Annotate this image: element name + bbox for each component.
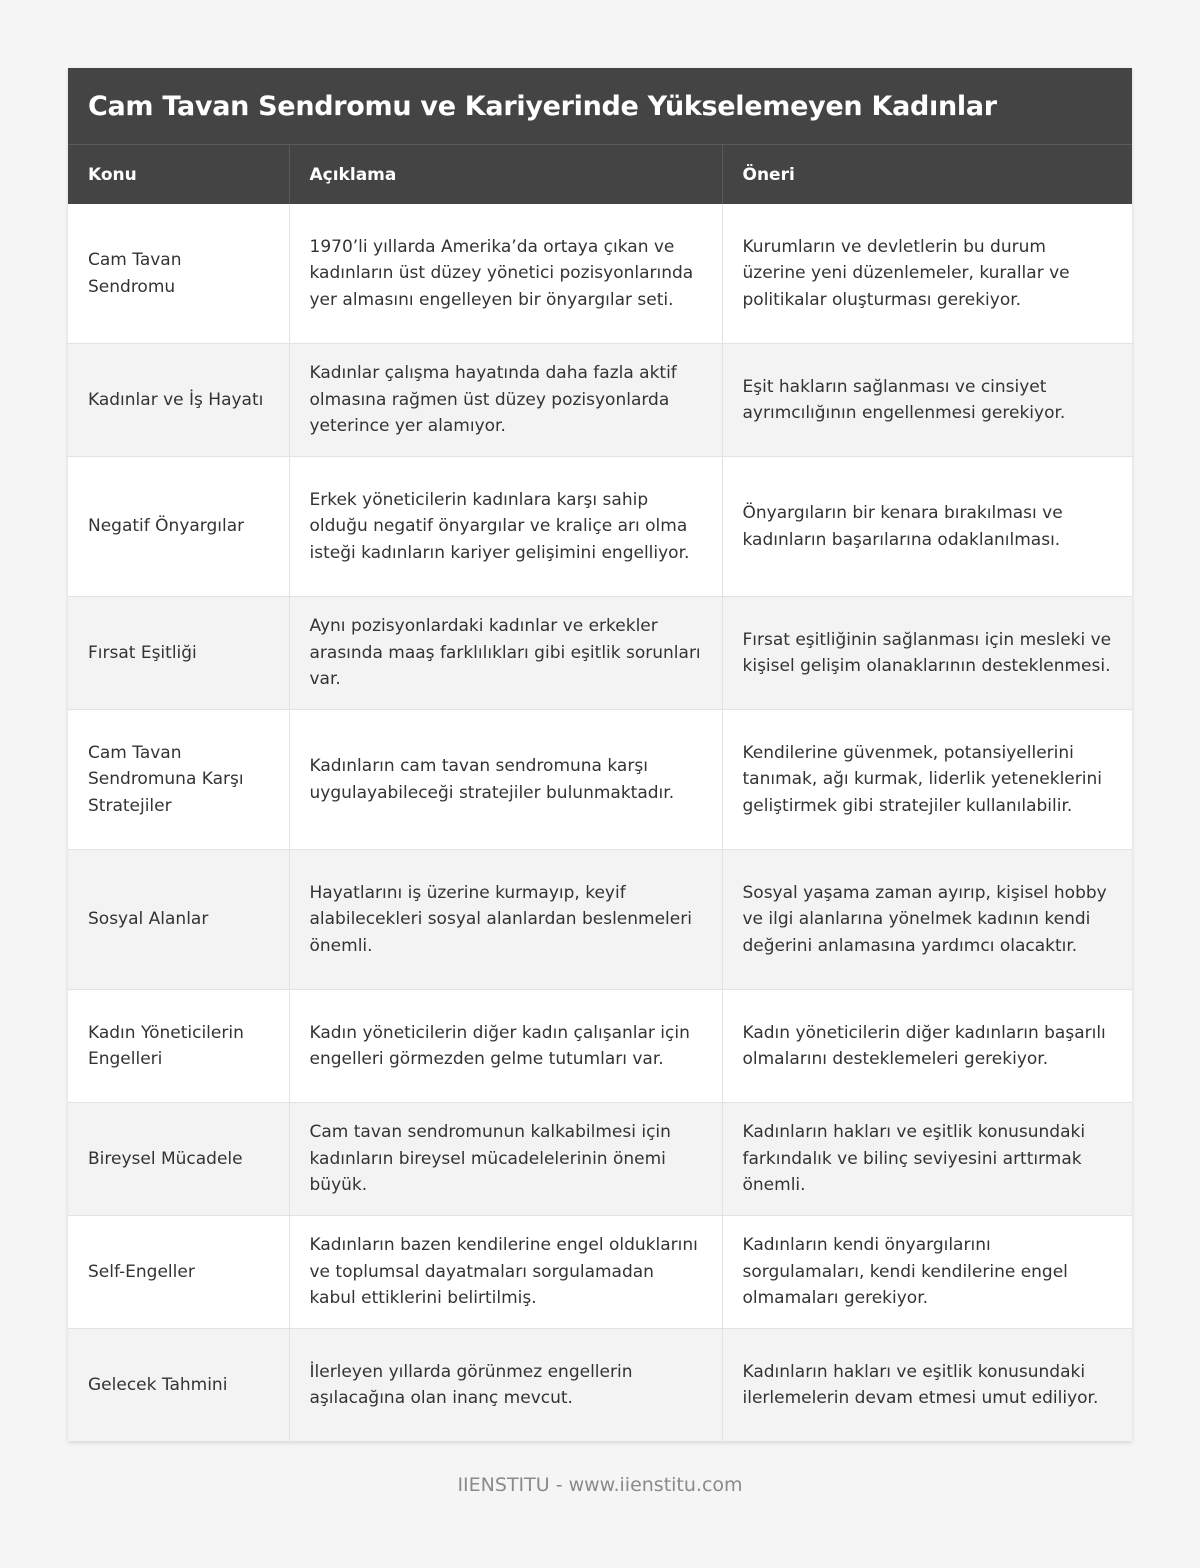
table-row [68, 204, 1132, 344]
cell-konu: Negatif Önyargılar [68, 457, 289, 597]
table-row [68, 457, 1132, 597]
cell-aciklama: Erkek yöneticilerin kadınlara karşı sahip olduğu negatif önyargılar ve kraliçe arı olma isteği kadınların kariyer gelişimini engelliyor. [289, 457, 722, 597]
page-title: Cam Tavan Sendromu ve Kariyerinde Yükselemeyen Kadınlar [88, 90, 997, 122]
column-header-aciklama: Açıklama [289, 145, 722, 204]
cell-konu: Gelecek Tahmini [68, 1329, 289, 1442]
table-row [68, 850, 1132, 990]
cell-oneri: Kadınların hakları ve eşitlik konusundaki farkındalık ve bilinç seviyesini arttırmak önemli. [722, 1103, 1132, 1216]
table-row [68, 597, 1132, 710]
cell-oneri: Kadınların kendi önyargılarını sorgulamaları, kendi kendilerine engel olmamaları gerekiyor. [722, 1216, 1132, 1329]
cell-aciklama: Kadınlar çalışma hayatında daha fazla aktif olmasına rağmen üst düzey pozisyonlarda yeterince yer alamıyor. [289, 344, 722, 457]
cell-konu: Cam Tavan Sendromu [68, 204, 289, 344]
table-row [68, 990, 1132, 1103]
cell-konu: Bireysel Mücadele [68, 1103, 289, 1216]
table-card [68, 68, 1132, 1442]
cell-oneri: Kadın yöneticilerin diğer kadınların başarılı olmalarını desteklemeleri gerekiyor. [722, 990, 1132, 1103]
cell-aciklama: Kadınların bazen kendilerine engel olduklarını ve toplumsal dayatmaları sorgulamadan kabul ettiklerini belirtilmiş. [289, 1216, 722, 1329]
table-row [68, 1216, 1132, 1329]
table-row [68, 1103, 1132, 1216]
cell-aciklama: Kadın yöneticilerin diğer kadın çalışanlar için engelleri görmezden gelme tutumları var. [289, 990, 722, 1103]
footer-credit: IIENSTITU - www.iienstitu.com [457, 1474, 743, 1496]
table-row [68, 710, 1132, 850]
cell-konu: Self-Engeller [68, 1216, 289, 1329]
cell-konu: Kadın Yöneticilerin Engelleri [68, 990, 289, 1103]
cell-konu: Fırsat Eşitliği [68, 597, 289, 710]
cell-aciklama: Hayatlarını iş üzerine kurmayıp, keyif alabilecekleri sosyal alanlardan beslenmeleri önemli. [289, 850, 722, 990]
column-header-konu: Konu [68, 145, 289, 204]
cell-aciklama: Kadınların cam tavan sendromuna karşı uygulayabileceği stratejiler bulunmaktadır. [289, 710, 722, 850]
cell-oneri: Önyargıların bir kenara bırakılması ve kadınların başarılarına odaklanılması. [722, 457, 1132, 597]
column-header-oneri: Öneri [722, 145, 1132, 204]
header-row [68, 145, 1132, 204]
data-table [68, 145, 1132, 1442]
cell-oneri: Sosyal yaşama zaman ayırıp, kişisel hobby ve ilgi alanlarına yönelmek kadının kendi değerini anlamasına yardımcı olacaktır. [722, 850, 1132, 990]
cell-oneri: Kadınların hakları ve eşitlik konusundaki ilerlemelerin devam etmesi umut ediliyor. [722, 1329, 1132, 1442]
cell-oneri: Kurumların ve devletlerin bu durum üzerine yeni düzenlemeler, kurallar ve politikalar oluşturması gerekiyor. [722, 204, 1132, 344]
cell-aciklama: Cam tavan sendromunun kalkabilmesi için kadınların bireysel mücadelelerinin önemi büyük. [289, 1103, 722, 1216]
table-row [68, 344, 1132, 457]
cell-konu: Cam Tavan Sendromuna Karşı Stratejiler [68, 710, 289, 850]
cell-konu: Sosyal Alanlar [68, 850, 289, 990]
cell-aciklama: İlerleyen yıllarda görünmez engellerin aşılacağına olan inanç mevcut. [289, 1329, 722, 1442]
title-bar [68, 68, 1132, 145]
table-row [68, 1329, 1132, 1442]
cell-oneri: Fırsat eşitliğinin sağlanması için mesleki ve kişisel gelişim olanaklarının desteklenmesi. [722, 597, 1132, 710]
cell-aciklama: 1970’li yıllarda Amerika’da ortaya çıkan ve kadınların üst düzey yönetici pozisyonlarında yer almasını engelleyen bir önyargılar seti. [289, 204, 722, 344]
cell-oneri: Kendilerine güvenmek, potansiyellerini tanımak, ağı kurmak, liderlik yeteneklerini geliştirmek gibi stratejiler kullanılabilir. [722, 710, 1132, 850]
cell-aciklama: Aynı pozisyonlardaki kadınlar ve erkekler arasında maaş farklılıkları gibi eşitlik sorunları var. [289, 597, 722, 710]
cell-konu: Kadınlar ve İş Hayatı [68, 344, 289, 457]
cell-oneri: Eşit hakların sağlanması ve cinsiyet ayrımcılığının engellenmesi gerekiyor. [722, 344, 1132, 457]
